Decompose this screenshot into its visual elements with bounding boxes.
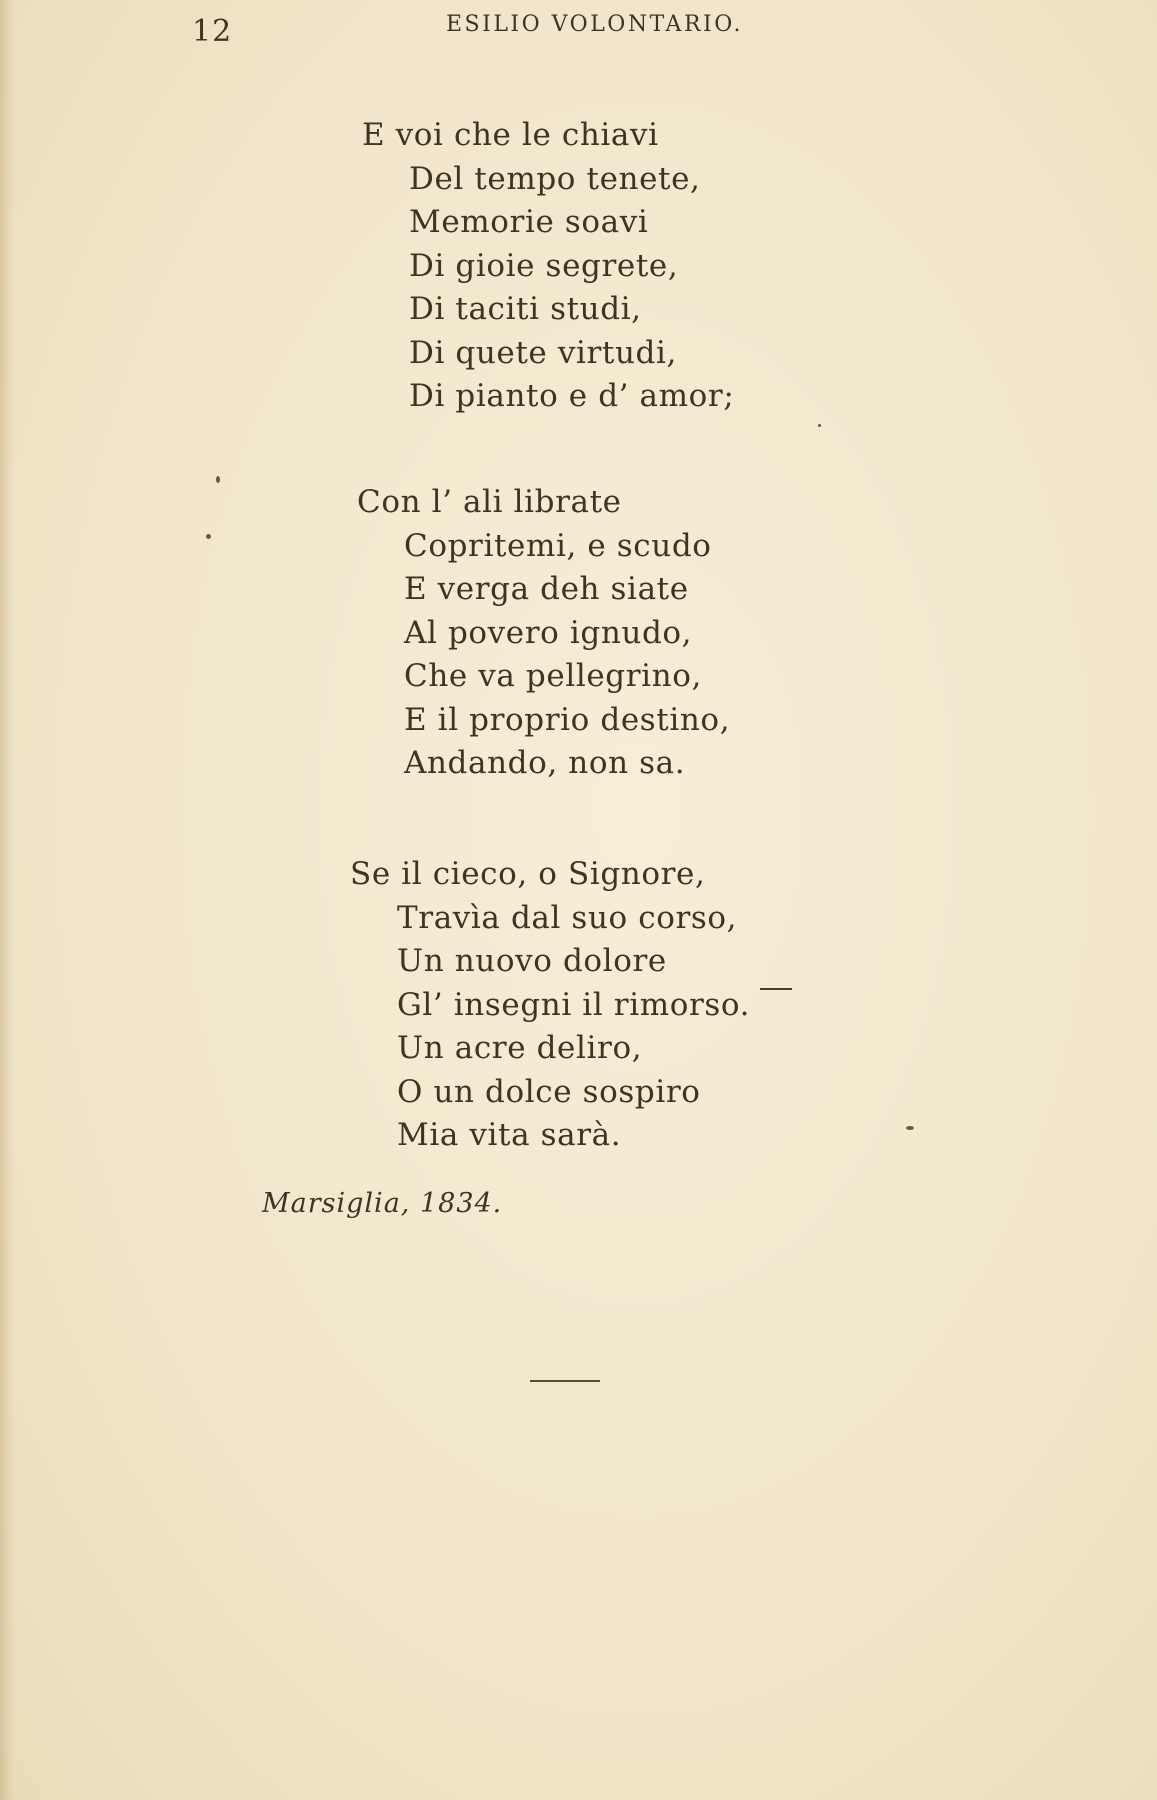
verse-line: O un dolce sospiro [397, 1073, 701, 1110]
verse-line: Di pianto e d’ amor; [409, 378, 735, 414]
verse-line: Copritemi, e scudo [404, 527, 712, 564]
verse-line: Di taciti studi, [409, 291, 642, 327]
verse-line: Che va pellegrino, [404, 658, 702, 694]
verse-line: Del tempo tenete, [409, 160, 701, 197]
stanza-3 [350, 853, 750, 1158]
paper-speck [906, 1126, 914, 1130]
end-rule [530, 1380, 600, 1382]
verse-line: E voi che le chiavi [362, 117, 659, 153]
verse-line: E il proprio destino, [404, 701, 731, 738]
place-date-signoff: Marsiglia, 1834. [262, 1188, 503, 1219]
verse-line: Un acre deliro, [397, 1030, 643, 1066]
running-title: ESILIO VOLONTARIO. [446, 12, 743, 37]
verse-line: Travìa dal suo corso, [397, 899, 738, 936]
verse-line: Memorie soavi [409, 204, 649, 240]
verse-line: Andando, non sa. [404, 745, 686, 781]
stanza-1 [362, 114, 734, 419]
paper-speck [818, 424, 821, 427]
verse-line: Un nuovo dolore [397, 943, 667, 979]
verse-line: E verga deh siate [404, 571, 689, 607]
paper-speck [216, 476, 220, 483]
paper-speck [206, 534, 211, 539]
page-edge-shadow [0, 0, 14, 1800]
page-number: 12 [192, 14, 233, 49]
verse-line: Se il cieco, o Signore, [350, 856, 706, 892]
stanza-2 [357, 481, 730, 786]
verse-line: Mia vita sarà. [397, 1117, 622, 1153]
verse-line: Gl’ insegni il rimorso. [397, 986, 751, 1023]
verse-line: Di gioie segrete, [409, 247, 679, 284]
verse-line: Di quete virtudi, [409, 334, 677, 371]
verse-line: Al povero ignudo, [404, 614, 693, 651]
em-dash [760, 988, 792, 990]
verse-line: Con l’ ali librate [357, 484, 622, 520]
